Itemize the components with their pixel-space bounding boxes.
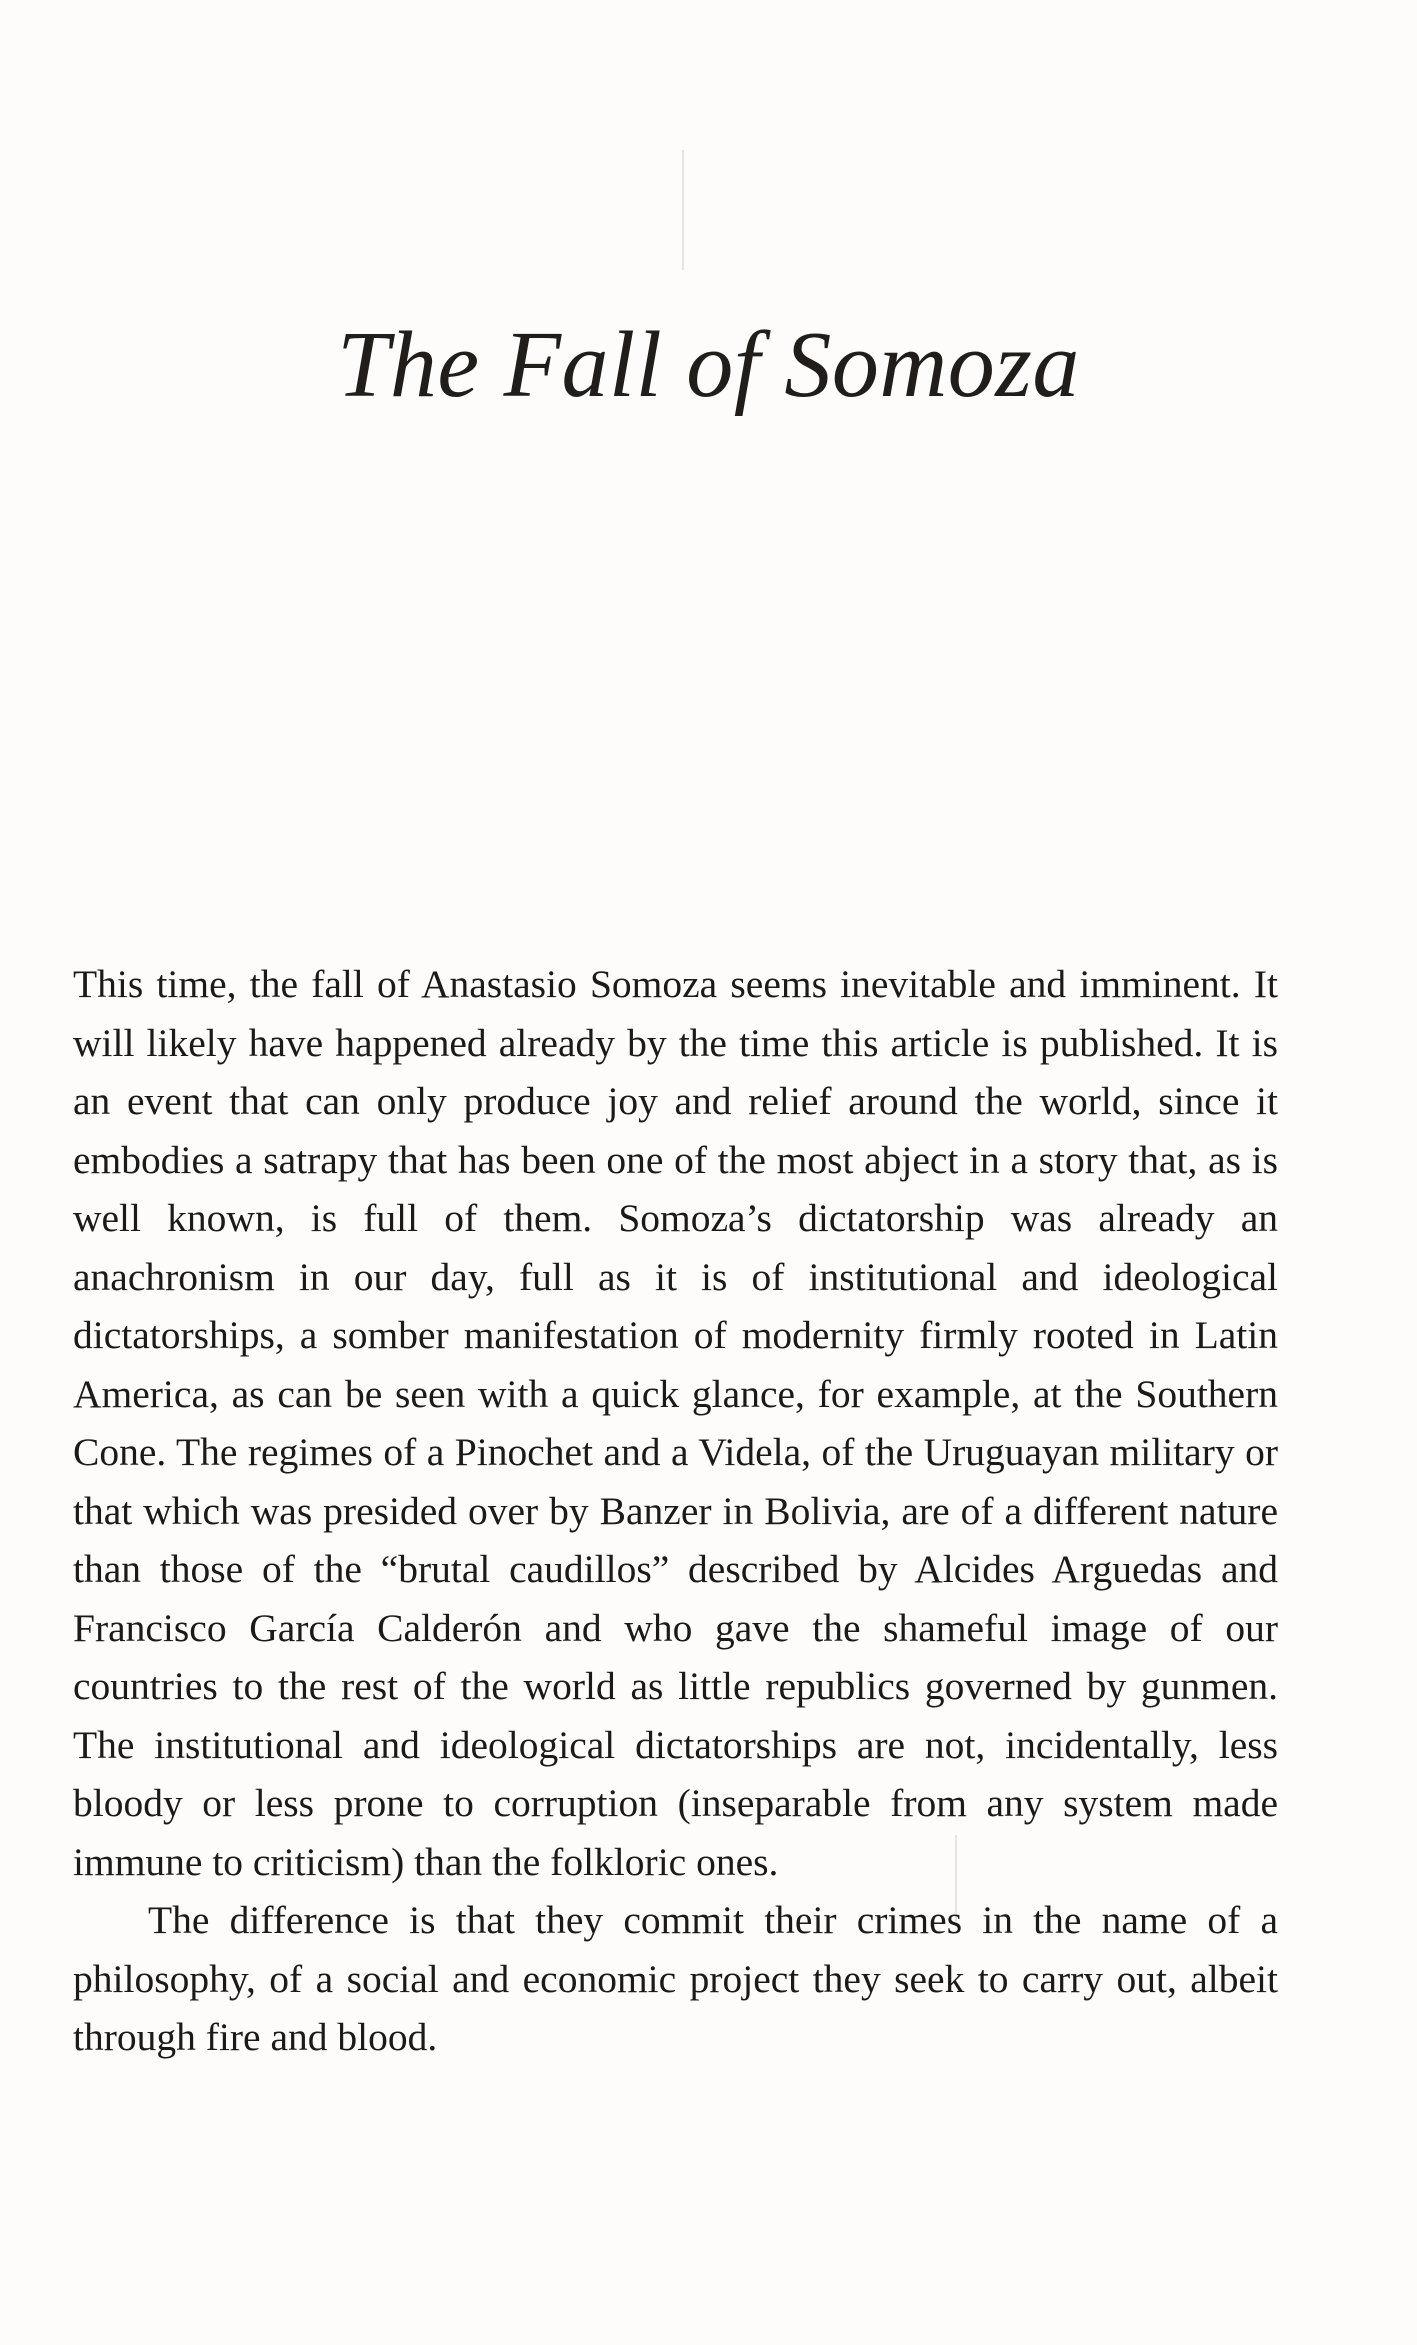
body-text — [73, 955, 1278, 2067]
paragraph-1: This time, the fall of Anastasio Somoza seems inevitable and imminent. It will likely have happened already by the time this article is published. It is an event that can only produce joy and relief around the world, since it embodies a satrapy that has been one of the most abject in a story that, as is well known, is full of them. Somoza’s dictatorship was already an anachronism in our day, full as it is of institutional and ideological dictatorships, a somber manifestation of modernity firmly rooted in Latin America, as can be seen with a quick glance, for example, at the Southern Cone. The regimes of a Pinochet and a Videla, of the Uruguayan military or that which was presided over by Banzer in Bolivia, are of a different nature than those of the “brutal caudillos” described by Alcides Arguedas and Francisco García Calderón and who gave the shameful image of our countries to the rest of the world as little republics governed by gunmen. The institutional and ideological dictatorships are not, incidentally, less bloody or less prone to corruption (inseparable from any system made immune to criticism) than the folkloric ones. — [73, 962, 1278, 1884]
paragraph-2: The difference is that they commit their crimes in the name of a philosophy, of a social and economic project they seek to carry out, albeit through fire and blood. — [73, 1898, 1278, 2059]
chapter-title: The Fall of Somoza — [337, 313, 1080, 417]
scan-artifact-line — [682, 150, 684, 270]
